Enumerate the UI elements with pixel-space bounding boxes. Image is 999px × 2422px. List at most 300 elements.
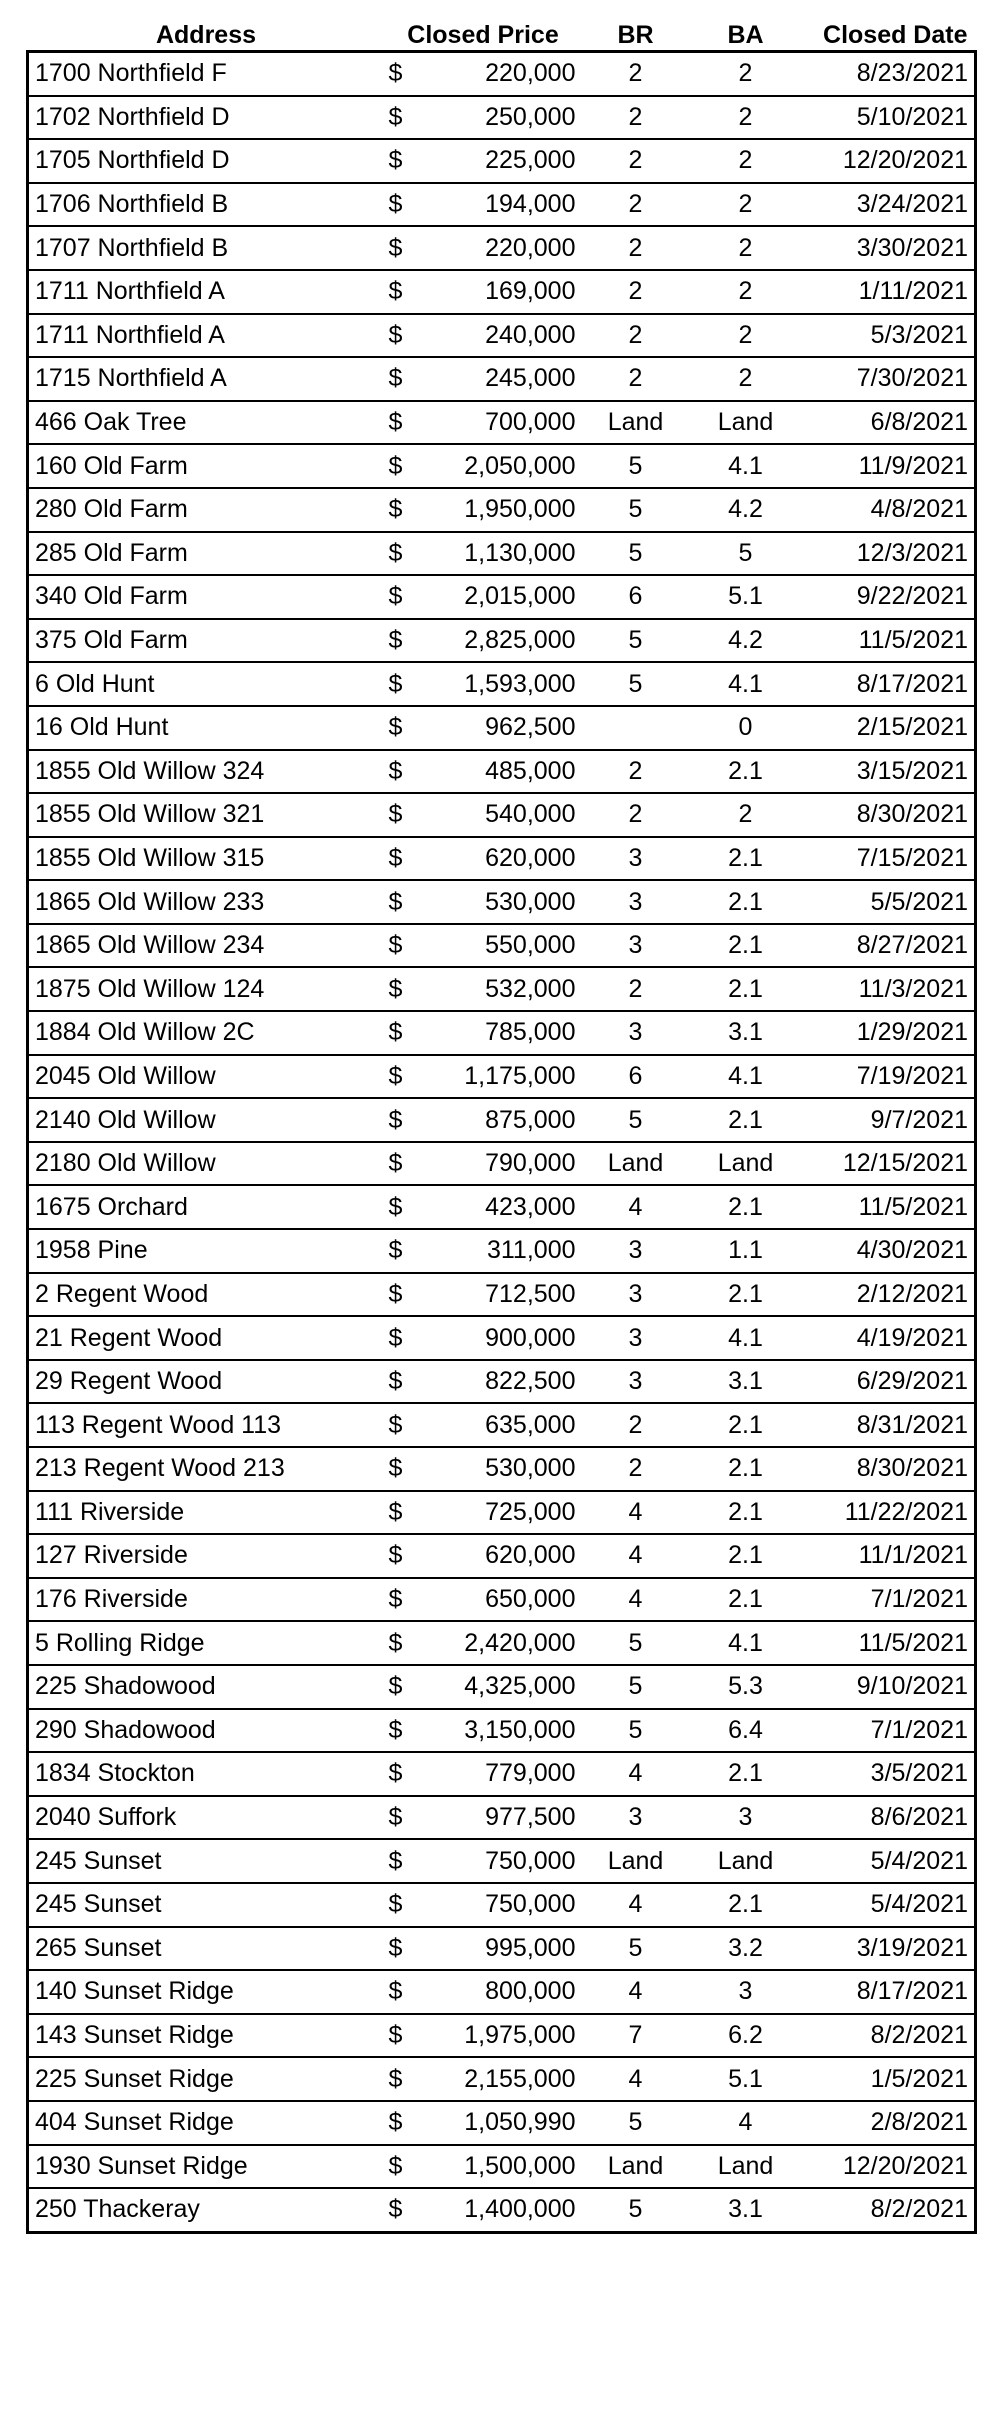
table-row xyxy=(28,183,976,227)
price-amount: 250,000 xyxy=(485,102,576,131)
price-amount: 822,500 xyxy=(485,1367,576,1396)
currency-symbol: $ xyxy=(388,190,403,219)
cell-address: 29 Regent Wood xyxy=(28,1360,385,1404)
cell-ba: 2.1 xyxy=(690,1491,802,1535)
cell-ba: 3.1 xyxy=(690,1011,802,1055)
cell-closed-price xyxy=(385,1883,582,1927)
price-amount: 220,000 xyxy=(485,233,576,262)
cell-br: 5 xyxy=(582,2101,690,2145)
cell-address: 1930 Sunset Ridge xyxy=(28,2145,385,2189)
price-amount: 4,325,000 xyxy=(464,1672,576,1701)
cell-closed-date: 8/6/2021 xyxy=(802,1796,976,1840)
table-row xyxy=(28,793,976,837)
table-row xyxy=(28,837,976,881)
cell-ba: Land xyxy=(690,401,802,445)
cell-br: 6 xyxy=(582,575,690,619)
table-row xyxy=(28,96,976,140)
price-amount: 1,050,990 xyxy=(464,2108,576,2137)
cell-address: 1700 Northfield F xyxy=(28,52,385,96)
table-row xyxy=(28,444,976,488)
cell-ba: 2.1 xyxy=(690,924,802,968)
cell-closed-price xyxy=(385,662,582,706)
currency-symbol: $ xyxy=(388,1715,403,1744)
cell-address: 1855 Old Willow 321 xyxy=(28,793,385,837)
cell-br: 3 xyxy=(582,1316,690,1360)
currency-symbol: $ xyxy=(388,2064,403,2093)
cell-closed-date: 8/27/2021 xyxy=(802,924,976,968)
table-row xyxy=(28,1883,976,1927)
cell-address: 1834 Stockton xyxy=(28,1752,385,1796)
cell-closed-price xyxy=(385,924,582,968)
cell-address: 1705 Northfield D xyxy=(28,139,385,183)
table-row xyxy=(28,619,976,663)
price-amount: 800,000 xyxy=(485,1977,576,2006)
cell-address: 2140 Old Willow xyxy=(28,1098,385,1142)
cell-ba: 4 xyxy=(690,2101,802,2145)
cell-closed-price xyxy=(385,1273,582,1317)
cell-ba: 5.1 xyxy=(690,2057,802,2101)
cell-br: 4 xyxy=(582,1578,690,1622)
cell-ba: 2 xyxy=(690,314,802,358)
currency-symbol: $ xyxy=(388,1846,403,1875)
cell-closed-date: 1/5/2021 xyxy=(802,2057,976,2101)
table-row xyxy=(28,1491,976,1535)
currency-symbol: $ xyxy=(388,1279,403,1308)
cell-closed-date: 11/22/2021 xyxy=(802,1491,976,1535)
cell-closed-price xyxy=(385,880,582,924)
cell-closed-date: 7/1/2021 xyxy=(802,1578,976,1622)
cell-ba: 2.1 xyxy=(690,1098,802,1142)
cell-ba: 5 xyxy=(690,532,802,576)
price-amount: 540,000 xyxy=(485,800,576,829)
cell-address: 1711 Northfield A xyxy=(28,314,385,358)
cell-br: 5 xyxy=(582,2188,690,2232)
currency-symbol: $ xyxy=(388,102,403,131)
currency-symbol: $ xyxy=(388,1672,403,1701)
table-row xyxy=(28,1360,976,1404)
cell-br: 4 xyxy=(582,1883,690,1927)
cell-br: 4 xyxy=(582,2057,690,2101)
table-row xyxy=(28,1796,976,1840)
table-row xyxy=(28,1185,976,1229)
cell-closed-price xyxy=(385,270,582,314)
cell-closed-date: 11/1/2021 xyxy=(802,1534,976,1578)
price-amount: 995,000 xyxy=(485,1933,576,1962)
cell-address: 404 Sunset Ridge xyxy=(28,2101,385,2145)
cell-closed-date: 9/7/2021 xyxy=(802,1098,976,1142)
cell-closed-price xyxy=(385,967,582,1011)
cell-ba: 4.1 xyxy=(690,1316,802,1360)
price-amount: 875,000 xyxy=(485,1105,576,1134)
cell-closed-date: 6/29/2021 xyxy=(802,1360,976,1404)
cell-address: 245 Sunset xyxy=(28,1839,385,1883)
cell-br: 2 xyxy=(582,750,690,794)
cell-closed-price xyxy=(385,1360,582,1404)
cell-closed-date: 4/30/2021 xyxy=(802,1229,976,1273)
cell-address: 1865 Old Willow 233 xyxy=(28,880,385,924)
currency-symbol: $ xyxy=(388,1192,403,1221)
cell-br: 5 xyxy=(582,1927,690,1971)
currency-symbol: $ xyxy=(388,59,403,88)
cell-closed-date: 8/17/2021 xyxy=(802,1970,976,2014)
cell-ba: 2.1 xyxy=(690,880,802,924)
cell-address: 1715 Northfield A xyxy=(28,357,385,401)
cell-closed-price xyxy=(385,750,582,794)
header-closed-date: Closed Date xyxy=(823,21,968,49)
cell-closed-date: 11/5/2021 xyxy=(802,1621,976,1665)
price-amount: 725,000 xyxy=(485,1497,576,1526)
cell-closed-date: 5/3/2021 xyxy=(802,314,976,358)
currency-symbol: $ xyxy=(388,974,403,1003)
cell-closed-date: 2/8/2021 xyxy=(802,2101,976,2145)
table-row xyxy=(28,1447,976,1491)
table-row xyxy=(28,488,976,532)
price-amount: 225,000 xyxy=(485,146,576,175)
cell-closed-price xyxy=(385,1403,582,1447)
cell-address: 340 Old Farm xyxy=(28,575,385,619)
price-amount: 785,000 xyxy=(485,1018,576,1047)
cell-ba: 1.1 xyxy=(690,1229,802,1273)
price-amount: 194,000 xyxy=(485,190,576,219)
cell-closed-date: 8/31/2021 xyxy=(802,1403,976,1447)
cell-closed-price xyxy=(385,314,582,358)
cell-address: 160 Old Farm xyxy=(28,444,385,488)
cell-address: 1707 Northfield B xyxy=(28,226,385,270)
table-row xyxy=(28,1752,976,1796)
cell-br: Land xyxy=(582,2145,690,2189)
price-amount: 3,150,000 xyxy=(464,1715,576,1744)
table-row xyxy=(28,575,976,619)
cell-address: 16 Old Hunt xyxy=(28,706,385,750)
price-amount: 1,130,000 xyxy=(464,538,576,567)
cell-closed-date: 11/5/2021 xyxy=(802,619,976,663)
cell-closed-date: 8/2/2021 xyxy=(802,2014,976,2058)
cell-closed-date: 7/30/2021 xyxy=(802,357,976,401)
table-row xyxy=(28,1011,976,1055)
cell-closed-date: 4/19/2021 xyxy=(802,1316,976,1360)
table-row xyxy=(28,1578,976,1622)
cell-address: 1855 Old Willow 315 xyxy=(28,837,385,881)
cell-address: 1884 Old Willow 2C xyxy=(28,1011,385,1055)
cell-closed-date: 1/11/2021 xyxy=(802,270,976,314)
price-amount: 485,000 xyxy=(485,756,576,785)
cell-br: 5 xyxy=(582,1098,690,1142)
cell-ba: 5.3 xyxy=(690,1665,802,1709)
cell-closed-date: 12/3/2021 xyxy=(802,532,976,576)
cell-address: 280 Old Farm xyxy=(28,488,385,532)
cell-closed-price xyxy=(385,532,582,576)
price-amount: 779,000 xyxy=(485,1759,576,1788)
price-amount: 635,000 xyxy=(485,1410,576,1439)
cell-address: 285 Old Farm xyxy=(28,532,385,576)
cell-closed-date: 3/15/2021 xyxy=(802,750,976,794)
cell-ba: 2.1 xyxy=(690,750,802,794)
currency-symbol: $ xyxy=(388,1323,403,1352)
cell-closed-date: 2/15/2021 xyxy=(802,706,976,750)
cell-br: 5 xyxy=(582,488,690,532)
cell-address: 2045 Old Willow xyxy=(28,1055,385,1099)
cell-br: 5 xyxy=(582,619,690,663)
cell-br: 5 xyxy=(582,662,690,706)
currency-symbol: $ xyxy=(388,320,403,349)
table-row xyxy=(28,357,976,401)
header-closed-price: Closed Price xyxy=(407,21,559,49)
cell-br: 5 xyxy=(582,1665,690,1709)
cell-closed-date: 1/29/2021 xyxy=(802,1011,976,1055)
price-amount: 2,420,000 xyxy=(464,1628,576,1657)
cell-closed-date: 6/8/2021 xyxy=(802,401,976,445)
price-amount: 1,593,000 xyxy=(464,669,576,698)
cell-closed-date: 7/15/2021 xyxy=(802,837,976,881)
currency-symbol: $ xyxy=(388,1585,403,1614)
cell-closed-date: 4/8/2021 xyxy=(802,488,976,532)
header-row xyxy=(28,10,976,52)
cell-br: 6 xyxy=(582,1055,690,1099)
price-amount: 620,000 xyxy=(485,843,576,872)
cell-ba: 2 xyxy=(690,96,802,140)
cell-br: 2 xyxy=(582,314,690,358)
cell-ba: 4.2 xyxy=(690,619,802,663)
price-amount: 700,000 xyxy=(485,408,576,437)
price-amount: 750,000 xyxy=(485,1846,576,1875)
cell-br: Land xyxy=(582,1142,690,1186)
cell-address: 225 Shadowood xyxy=(28,1665,385,1709)
price-amount: 311,000 xyxy=(486,1236,576,1265)
table-row xyxy=(28,270,976,314)
cell-br: 5 xyxy=(582,1709,690,1753)
table-row xyxy=(28,1621,976,1665)
cell-closed-price xyxy=(385,401,582,445)
cell-closed-price xyxy=(385,444,582,488)
table-row xyxy=(28,1839,976,1883)
price-amount: 1,975,000 xyxy=(464,2021,576,2050)
cell-closed-price xyxy=(385,1185,582,1229)
cell-br: 4 xyxy=(582,1752,690,1796)
cell-br: 3 xyxy=(582,1229,690,1273)
cell-closed-price xyxy=(385,2057,582,2101)
table-row xyxy=(28,706,976,750)
cell-address: 176 Riverside xyxy=(28,1578,385,1622)
cell-br: 2 xyxy=(582,52,690,96)
currency-symbol: $ xyxy=(388,495,403,524)
cell-ba: 3.1 xyxy=(690,2188,802,2232)
cell-closed-price xyxy=(385,1447,582,1491)
cell-closed-price xyxy=(385,488,582,532)
cell-ba: 2 xyxy=(690,139,802,183)
cell-ba: 3.1 xyxy=(690,1360,802,1404)
cell-ba: 4.1 xyxy=(690,444,802,488)
cell-closed-price xyxy=(385,1752,582,1796)
cell-ba: 5.1 xyxy=(690,575,802,619)
cell-address: 1855 Old Willow 324 xyxy=(28,750,385,794)
cell-address: 140 Sunset Ridge xyxy=(28,1970,385,2014)
currency-symbol: $ xyxy=(388,713,403,742)
currency-symbol: $ xyxy=(388,626,403,655)
price-amount: 169,000 xyxy=(485,277,576,306)
cell-br: 4 xyxy=(582,1534,690,1578)
cell-ba: 2.1 xyxy=(690,1752,802,1796)
currency-symbol: $ xyxy=(388,1759,403,1788)
table-row xyxy=(28,1970,976,2014)
table-row xyxy=(28,1403,976,1447)
cell-ba: 2.1 xyxy=(690,837,802,881)
currency-symbol: $ xyxy=(388,1105,403,1134)
cell-address: 2 Regent Wood xyxy=(28,1273,385,1317)
cell-address: 1958 Pine xyxy=(28,1229,385,1273)
cell-ba: Land xyxy=(690,1839,802,1883)
cell-closed-date: 8/30/2021 xyxy=(802,793,976,837)
cell-closed-price xyxy=(385,183,582,227)
cell-address: 127 Riverside xyxy=(28,1534,385,1578)
cell-closed-price xyxy=(385,1142,582,1186)
price-amount: 2,050,000 xyxy=(464,451,576,480)
cell-ba: 0 xyxy=(690,706,802,750)
cell-br: 2 xyxy=(582,357,690,401)
price-amount: 245,000 xyxy=(485,364,576,393)
table-row xyxy=(28,1927,976,1971)
cell-br: 4 xyxy=(582,1970,690,2014)
table-row xyxy=(28,1055,976,1099)
cell-address: 1706 Northfield B xyxy=(28,183,385,227)
cell-address: 2040 Suffork xyxy=(28,1796,385,1840)
cell-br: 3 xyxy=(582,880,690,924)
header-br: BR xyxy=(617,21,654,49)
currency-symbol: $ xyxy=(388,408,403,437)
cell-br: 3 xyxy=(582,924,690,968)
cell-address: 250 Thackeray xyxy=(28,2188,385,2232)
cell-closed-date: 11/5/2021 xyxy=(802,1185,976,1229)
cell-address: 6 Old Hunt xyxy=(28,662,385,706)
cell-address: 1675 Orchard xyxy=(28,1185,385,1229)
cell-ba: 2 xyxy=(690,226,802,270)
cell-address: 113 Regent Wood 113 xyxy=(28,1403,385,1447)
cell-ba: 4.2 xyxy=(690,488,802,532)
price-amount: 962,500 xyxy=(485,713,576,742)
cell-address: 1865 Old Willow 234 xyxy=(28,924,385,968)
cell-closed-date: 8/23/2021 xyxy=(802,52,976,96)
cell-address: 2180 Old Willow xyxy=(28,1142,385,1186)
currency-symbol: $ xyxy=(388,233,403,262)
cell-closed-price xyxy=(385,2188,582,2232)
table-header xyxy=(28,10,976,52)
cell-closed-date: 12/20/2021 xyxy=(802,139,976,183)
currency-symbol: $ xyxy=(388,1541,403,1570)
cell-ba: 2 xyxy=(690,793,802,837)
cell-address: 1875 Old Willow 124 xyxy=(28,967,385,1011)
currency-symbol: $ xyxy=(388,277,403,306)
price-amount: 2,825,000 xyxy=(464,626,576,655)
cell-ba: 3.2 xyxy=(690,1927,802,1971)
cell-address: 466 Oak Tree xyxy=(28,401,385,445)
cell-closed-price xyxy=(385,1839,582,1883)
cell-br: 5 xyxy=(582,532,690,576)
cell-closed-price xyxy=(385,1578,582,1622)
cell-address: 213 Regent Wood 213 xyxy=(28,1447,385,1491)
currency-symbol: $ xyxy=(388,1933,403,1962)
cell-closed-date: 11/3/2021 xyxy=(802,967,976,1011)
currency-symbol: $ xyxy=(388,2021,403,2050)
price-amount: 530,000 xyxy=(485,1454,576,1483)
currency-symbol: $ xyxy=(388,1149,403,1178)
price-amount: 532,000 xyxy=(485,974,576,1003)
price-amount: 712,500 xyxy=(485,1279,576,1308)
cell-closed-price xyxy=(385,619,582,663)
cell-closed-price xyxy=(385,139,582,183)
cell-address: 21 Regent Wood xyxy=(28,1316,385,1360)
price-amount: 550,000 xyxy=(485,931,576,960)
cell-address: 1711 Northfield A xyxy=(28,270,385,314)
cell-ba: 2.1 xyxy=(690,1534,802,1578)
cell-ba: 2.1 xyxy=(690,967,802,1011)
cell-closed-date: 5/10/2021 xyxy=(802,96,976,140)
price-amount: 2,015,000 xyxy=(464,582,576,611)
cell-closed-date: 9/22/2021 xyxy=(802,575,976,619)
cell-ba: Land xyxy=(690,2145,802,2189)
table-body xyxy=(28,52,976,2233)
currency-symbol: $ xyxy=(388,364,403,393)
table-row xyxy=(28,2101,976,2145)
cell-closed-date: 12/20/2021 xyxy=(802,2145,976,2189)
currency-symbol: $ xyxy=(388,931,403,960)
cell-closed-price xyxy=(385,1229,582,1273)
cell-br: 3 xyxy=(582,837,690,881)
cell-closed-date: 7/1/2021 xyxy=(802,1709,976,1753)
cell-address: 5 Rolling Ridge xyxy=(28,1621,385,1665)
cell-ba: 6.2 xyxy=(690,2014,802,2058)
cell-closed-price xyxy=(385,226,582,270)
price-amount: 790,000 xyxy=(485,1149,576,1178)
cell-closed-date: 3/19/2021 xyxy=(802,1927,976,1971)
cell-ba: 2 xyxy=(690,357,802,401)
cell-closed-date: 9/10/2021 xyxy=(802,1665,976,1709)
cell-br: 4 xyxy=(582,1185,690,1229)
cell-closed-date: 8/30/2021 xyxy=(802,1447,976,1491)
price-amount: 1,950,000 xyxy=(464,495,576,524)
cell-closed-date: 8/17/2021 xyxy=(802,662,976,706)
table-row xyxy=(28,532,976,576)
cell-ba: 4.1 xyxy=(690,1055,802,1099)
currency-symbol: $ xyxy=(388,1803,403,1832)
cell-br: 5 xyxy=(582,444,690,488)
price-amount: 530,000 xyxy=(485,887,576,916)
cell-closed-price xyxy=(385,1316,582,1360)
currency-symbol: $ xyxy=(388,1977,403,2006)
currency-symbol: $ xyxy=(388,538,403,567)
table-row xyxy=(28,880,976,924)
cell-br: 4 xyxy=(582,1491,690,1535)
cell-closed-price xyxy=(385,575,582,619)
price-amount: 2,155,000 xyxy=(464,2064,576,2093)
cell-closed-price xyxy=(385,2145,582,2189)
cell-ba: 3 xyxy=(690,1970,802,2014)
cell-closed-price xyxy=(385,96,582,140)
table-row xyxy=(28,401,976,445)
cell-address: 265 Sunset xyxy=(28,1927,385,1971)
currency-symbol: $ xyxy=(388,1628,403,1657)
cell-closed-price xyxy=(385,793,582,837)
table-row xyxy=(28,1665,976,1709)
table-row xyxy=(28,2188,976,2232)
cell-address: 225 Sunset Ridge xyxy=(28,2057,385,2101)
currency-symbol: $ xyxy=(388,669,403,698)
cell-closed-price xyxy=(385,2014,582,2058)
table-row xyxy=(28,1142,976,1186)
cell-closed-price xyxy=(385,52,582,96)
cell-ba: 2.1 xyxy=(690,1403,802,1447)
price-amount: 977,500 xyxy=(485,1803,576,1832)
table-row xyxy=(28,662,976,706)
cell-closed-date: 3/24/2021 xyxy=(802,183,976,227)
